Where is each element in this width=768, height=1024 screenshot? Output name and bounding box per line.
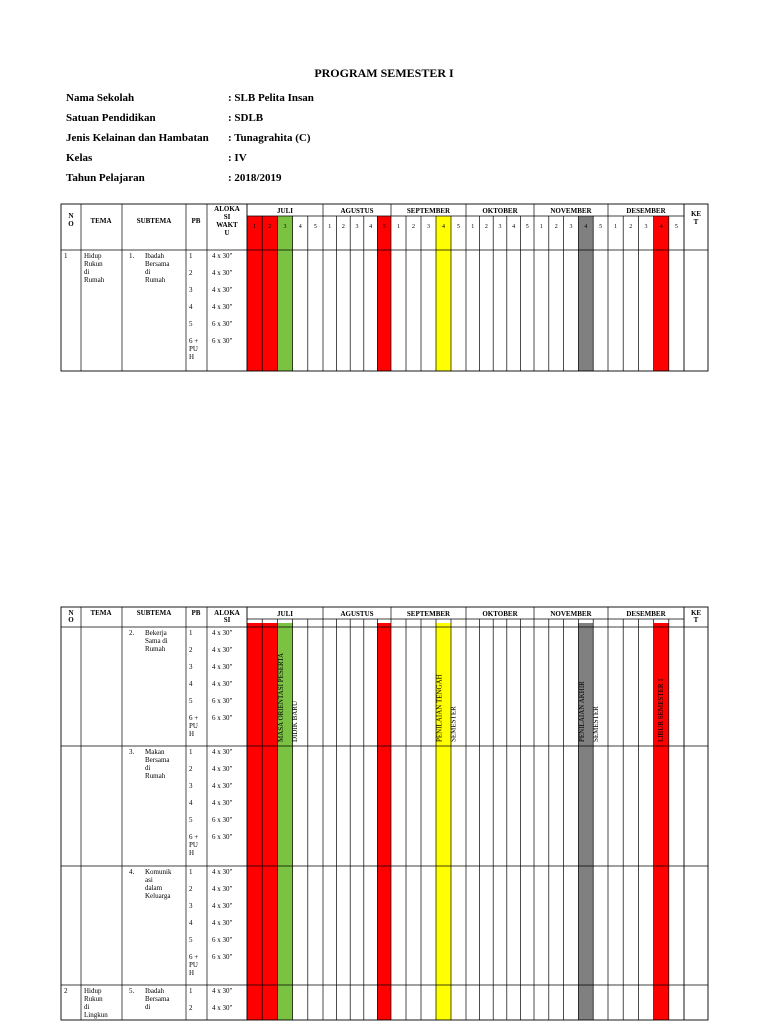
row-alokasi: 4 x 30" — [212, 252, 233, 260]
header-month: NOVEMBER — [550, 610, 592, 618]
header-week-number: 5 — [599, 224, 603, 230]
row-no: 2 — [64, 987, 68, 995]
row-pb: 6 + — [189, 714, 199, 722]
header-week-number: 4 — [442, 224, 445, 230]
row-pb: PU — [189, 841, 198, 849]
vertical-label: PENILAIAN AKHIR — [577, 681, 586, 742]
header-no: N — [68, 212, 74, 220]
row-pb: 6 + — [189, 833, 199, 841]
row-pb: 4 — [189, 799, 193, 807]
row-alokasi: 4 x 30" — [212, 646, 233, 654]
info-label: Jenis Kelainan dan Hambatan — [66, 132, 209, 144]
header-week-number: 1 — [471, 224, 475, 230]
header-week-number: 2 — [412, 224, 415, 230]
row-pb: 1 — [189, 252, 193, 260]
document-title: PROGRAM SEMESTER I — [314, 66, 454, 80]
colored-week-red — [262, 623, 277, 1020]
header-subtema: SUBTEMA — [136, 217, 172, 225]
row-tema: Hidup — [84, 987, 102, 995]
header-week-number: 1 — [614, 224, 618, 230]
row-tema: di — [84, 1003, 90, 1011]
row-alokasi: 4 x 30" — [212, 269, 233, 277]
row-subtema: Ibadah — [145, 252, 165, 260]
row-subtema: Bersama — [145, 995, 170, 1003]
header-month: JULI — [277, 207, 293, 215]
row-subtema: asi — [145, 876, 153, 884]
row-subtema-number: 2. — [129, 629, 135, 637]
row-alokasi: 4 x 30" — [212, 765, 233, 773]
header-month: JULI — [277, 610, 293, 618]
header-week-number: 1 — [328, 224, 332, 230]
header-week-number: 5 — [382, 224, 386, 230]
colored-week-green — [277, 216, 292, 371]
row-subtema: Rumah — [145, 276, 166, 284]
row-pb: 2 — [189, 646, 193, 654]
header-week-number: 4 — [659, 224, 663, 230]
colored-week-red — [262, 216, 277, 371]
vertical-label: DIDIK BARU — [291, 700, 299, 742]
header-week-number: 3 — [283, 224, 287, 230]
row-alokasi: 4 x 30" — [212, 748, 233, 756]
info-value: : SLB Pelita Insan — [228, 92, 314, 104]
row-pb: 4 — [189, 680, 193, 688]
row-alokasi: 6 x 30" — [212, 953, 233, 961]
row-pb: 3 — [189, 902, 193, 910]
header-alokasi: SI — [223, 213, 231, 221]
header-month: DESEMBER — [626, 207, 666, 215]
header-week-number: 2 — [629, 224, 633, 230]
header-pb: PB — [191, 217, 201, 225]
row-subtema: Sama di — [145, 637, 168, 645]
row-alokasi: 6 x 30" — [212, 697, 233, 705]
row-pb: 4 — [189, 919, 193, 927]
header-subtema: SUBTEMA — [136, 609, 172, 617]
header-ket: KE — [690, 609, 702, 617]
header-week-number: 5 — [525, 224, 529, 230]
row-alokasi: 6 x 30" — [212, 714, 233, 722]
header-week-number: 4 — [298, 224, 302, 230]
row-pb: 6 + — [189, 953, 199, 961]
row-subtema: di — [145, 268, 151, 276]
row-alokasi: 4 x 30" — [212, 868, 233, 876]
row-subtema-number: 4. — [129, 868, 135, 876]
row-pb: 3 — [189, 782, 193, 790]
row-pb: PU — [189, 961, 198, 969]
row-alokasi: 4 x 30" — [212, 286, 233, 294]
row-alokasi: 4 x 30" — [212, 782, 233, 790]
row-alokasi: 6 x 30" — [212, 337, 233, 345]
header-no: O — [68, 220, 74, 228]
row-pb: 2 — [189, 885, 193, 893]
header-tema: TEMA — [90, 217, 112, 225]
header-week-number: 4 — [512, 224, 516, 230]
row-subtema: Ibadah — [145, 987, 165, 995]
row-subtema-number: 5. — [129, 987, 135, 995]
row-pb: 2 — [189, 269, 193, 277]
row-pb: 1 — [189, 748, 193, 756]
info-label: Satuan Pendidikan — [66, 112, 156, 124]
colored-week-yellow — [436, 216, 451, 371]
header-no: N — [68, 609, 74, 617]
header-pb: PB — [191, 609, 201, 617]
row-tema: Rumah — [84, 276, 105, 284]
row-alokasi: 6 x 30" — [212, 320, 233, 328]
header-alokasi: ALOKA — [214, 609, 240, 617]
vertical-label: MASA ORIENTASI PESERTA — [277, 652, 285, 742]
info-value: : IV — [228, 152, 247, 164]
colored-week-red — [377, 623, 391, 1020]
row-alokasi: 4 x 30" — [212, 663, 233, 671]
vertical-label: SEMESTER — [449, 706, 458, 742]
row-subtema: dalam — [145, 884, 163, 892]
header-month: DESEMBER — [626, 610, 666, 618]
header-month: NOVEMBER — [550, 207, 592, 215]
row-subtema: Rumah — [145, 772, 166, 780]
header-week-number: 5 — [457, 224, 460, 230]
row-subtema-number: 1. — [129, 252, 135, 260]
row-alokasi: 4 x 30" — [212, 919, 233, 927]
colored-week-red — [247, 216, 262, 371]
row-alokasi: 6 x 30" — [212, 816, 233, 824]
header-alokasi: SI — [223, 616, 231, 624]
row-tema: di — [84, 268, 90, 276]
header-week-number: 1 — [539, 224, 543, 230]
info-value: : SDLB — [228, 112, 264, 124]
header-month: OKTOBER — [482, 207, 518, 215]
row-subtema: Makan — [145, 748, 165, 756]
header-week-number: 5 — [674, 224, 678, 230]
row-pb: 5 — [189, 320, 193, 328]
header-week-number: 3 — [427, 224, 430, 230]
row-pb: 5 — [189, 816, 193, 824]
row-pb: 4 — [189, 303, 193, 311]
header-month: AGUSTUS — [340, 610, 374, 618]
colored-week-red — [654, 216, 669, 371]
row-alokasi: 4 x 30" — [212, 799, 233, 807]
header-week-number: 3 — [498, 224, 502, 230]
header-ket: T — [693, 616, 699, 624]
row-subtema: di — [145, 1003, 151, 1011]
header-month: AGUSTUS — [340, 207, 374, 215]
row-alokasi: 4 x 30" — [212, 987, 233, 995]
row-no: 1 — [64, 252, 68, 260]
row-subtema: Bersama — [145, 260, 170, 268]
row-pb: 1 — [189, 987, 193, 995]
row-pb: 3 — [189, 286, 193, 294]
header-week-number: 2 — [554, 224, 558, 230]
header-alokasi: U — [224, 229, 230, 237]
row-tema: Lingkun — [84, 1011, 108, 1019]
row-alokasi: 4 x 30" — [212, 303, 233, 311]
header-alokasi: ALOKA — [214, 205, 240, 213]
header-week-number: 1 — [253, 224, 257, 230]
row-tema: Hidup — [84, 252, 102, 260]
header-week-number: 1 — [397, 224, 400, 230]
header-no: O — [68, 616, 74, 624]
row-pb: 1 — [189, 868, 193, 876]
row-pb: 1 — [189, 629, 193, 637]
colored-week-red — [247, 623, 262, 1020]
vertical-label: SEMESTER — [591, 706, 600, 742]
header-month: SEPTEMBER — [406, 610, 451, 618]
row-tema: Rukun — [84, 260, 103, 268]
row-pb: H — [189, 969, 195, 977]
row-alokasi: 4 x 30" — [212, 885, 233, 893]
header-month: OKTOBER — [482, 610, 518, 618]
header-tema: TEMA — [90, 609, 112, 617]
header-week-number: 3 — [644, 224, 648, 230]
row-subtema: Bersama — [145, 756, 170, 764]
row-alokasi: 4 x 30" — [212, 902, 233, 910]
row-subtema: Keluarga — [145, 892, 171, 900]
row-subtema: Rumah — [145, 645, 166, 653]
row-subtema-number: 3. — [129, 748, 135, 756]
row-pb: H — [189, 849, 195, 857]
vertical-label: LIBUR SEMESTER 1 — [657, 678, 666, 742]
info-label: Nama Sekolah — [66, 92, 135, 104]
header-alokasi: WAKT — [216, 221, 238, 229]
header-ket: T — [693, 218, 699, 226]
row-pb: PU — [189, 345, 198, 353]
row-subtema: Komunik — [145, 868, 172, 876]
row-pb: 2 — [189, 765, 193, 773]
header-week-number: 2 — [268, 224, 272, 230]
info-value: : Tunagrahita (C) — [228, 132, 311, 144]
header-week-number: 5 — [313, 224, 317, 230]
row-alokasi: 4 x 30" — [212, 1004, 233, 1012]
header-week-number: 3 — [355, 224, 359, 230]
row-pb: 2 — [189, 1004, 193, 1012]
header-month: SEPTEMBER — [406, 207, 451, 215]
info-value: : 2018/2019 — [228, 172, 282, 184]
header-week-number: 2 — [484, 224, 488, 230]
row-pb: 5 — [189, 697, 193, 705]
header-ket: KE — [690, 210, 702, 218]
header-week-number: 3 — [569, 224, 573, 230]
row-alokasi: 4 x 30" — [212, 629, 233, 637]
row-pb: H — [189, 353, 195, 361]
header-week-number: 2 — [341, 224, 345, 230]
row-alokasi: 4 x 30" — [212, 680, 233, 688]
row-tema: Rukun — [84, 995, 103, 1003]
row-alokasi: 6 x 30" — [212, 833, 233, 841]
header-week-number: 4 — [369, 224, 373, 230]
row-pb: 5 — [189, 936, 193, 944]
row-subtema: di — [145, 764, 151, 772]
info-label: Kelas — [66, 152, 93, 164]
header-week-number: 4 — [584, 224, 588, 230]
row-pb: PU — [189, 722, 198, 730]
colored-week-gray — [578, 216, 593, 371]
row-pb: 3 — [189, 663, 193, 671]
vertical-label: PENILAIAN TENGAH — [435, 674, 444, 742]
row-pb: 6 + — [189, 337, 199, 345]
colored-week-red — [377, 216, 391, 371]
row-pb: H — [189, 730, 195, 738]
row-alokasi: 6 x 30" — [212, 936, 233, 944]
row-subtema: Bekerja — [145, 629, 167, 637]
info-label: Tahun Pelajaran — [66, 172, 145, 184]
